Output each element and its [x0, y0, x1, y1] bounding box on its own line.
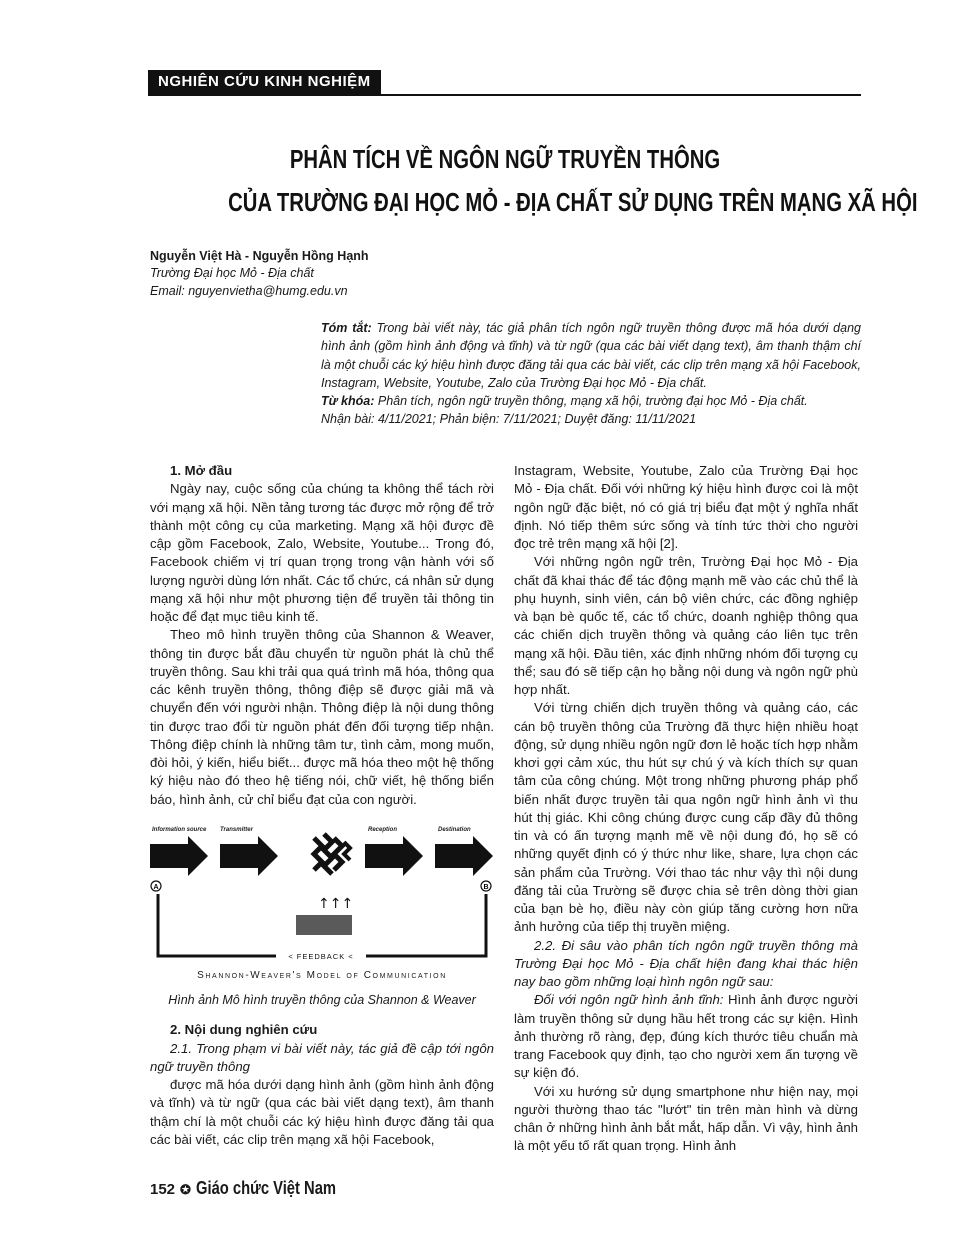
- keywords-line: [321, 392, 861, 410]
- keywords-label: Từ khóa:: [321, 394, 375, 409]
- label-reception: Reception: [368, 826, 398, 833]
- figure-caption-english: Shannon-Weaver's Model of Communication: [197, 969, 447, 981]
- paragraph: Với từng chiến dịch truyền thông và quảng cáo, các cán bộ truyền thông của Trường đã thực hiện nhiều hoạt động, sử dụng nhiều ngôn ngữ đơn lẻ hoặc tích hợp nhằm khơi gợi cảm xúc, thu hút sự chú ý và kích thích sự quan tâm của công chúng. Một trong những phương pháp phổ biến nhất được truyền tải qua ngôn ngữ hình ảnh vì thu hút thị giác. Khi công chúng được cung cấp đầy đủ thông tin và có ấn tượng mạnh mẽ về nội dung đó, họ sẽ có những quyết định có ý thức như like, share, lựa chọn các sản phẩm của Trường. Với thao tác như vậy thì nội dung đăng tải của Trường sẽ được chia sẻ trên dòng thời gian của bạn bè họ, điều này còn giúp tăng cường hơn nữa ảnh hưởng của tiếp thị truyền miệng.: [514, 700, 858, 935]
- paragraph: Ngày nay, cuộc sống của chúng ta không thể tách rời với mạng xã hội. Nền tảng tương tác được mở rộng để trở thành một công cụ của marketing. Mạng xã hội được đề cập gồm Facebook, Zalo, Website, Youtube... Trong đó, Facebook chiếm vị trí quan trọng trong vận hành với số lượng người dùng lớn nhất. Các tổ chức, cá nhân sử dụng mạng xã hội như một phương tiện để truyền tải thông tin hoặc để đạt mục tiêu kinh tế.: [150, 481, 494, 624]
- noise-arrows: ↑↑↑: [318, 895, 354, 912]
- feedback-label: < FEEDBACK <: [288, 951, 354, 961]
- author-email: Email: nguyenvietha@humg.edu.vn: [150, 284, 348, 298]
- abstract-block: [321, 319, 861, 429]
- arrow-reception-icon: [365, 836, 423, 876]
- subsection-heading-2-1: 2.1. Trong phạm vi bài viết này, tác giả đề cập tới ngôn ngữ truyền thông: [150, 1040, 494, 1074]
- paragraph: Instagram, Website, Youtube, Zalo của Trường Đại học Mỏ - Địa chất. Đối với những ký hiệu hình được coi là một ngôn ngữ đặc biệt, nó có giá trị biểu đạt một ý nghĩa nhất định. Nó tiếp thêm sức sống và tính tức thời cho người đọc trẻ trên mạng xã hội [2].: [514, 463, 858, 551]
- abstract-text: Trong bài viết này, tác giả phân tích ngôn ngữ truyền thông được mã hóa dưới dạng hình ảnh (gồm hình ảnh động và tĩnh) và từ ngữ (qua các bài viết dạng text), âm thanh thậm chí là một chuỗi các ký hiệu hình được đăng tải qua các bài viết, các clip trên mạng xã hội Facebook, Instagram, Website, Youtube, Zalo của Trường Đại học Mỏ - Địa chất.: [321, 321, 861, 390]
- article-title-line-2: CỦA TRƯỜNG ĐẠI HỌC MỎ - ĐỊA CHẤT SỬ DỤNG TRÊN MẠNG XÃ HỘI: [228, 187, 918, 217]
- subsection-heading-2-2: 2.2. Đi sâu vào phân tích ngôn ngữ truyền thông mà Trường Đại học Mỏ - Địa chất hiện đang khai thác hiện nay bao gồm những loại hình ngôn ngữ sau:: [514, 937, 858, 989]
- abstract-paragraph: [321, 319, 861, 392]
- shannon-weaver-figure: [150, 818, 494, 963]
- section-header-bar: [148, 70, 861, 96]
- page-number: 152: [150, 1181, 176, 1198]
- node-b-label: B: [483, 883, 489, 891]
- journal-name: Giáo chức Việt Nam: [195, 1178, 336, 1198]
- author-affiliation: Trường Đại học Mỏ - Địa chất: [150, 266, 314, 280]
- section-heading-intro: 1. Mở đầu: [170, 463, 233, 478]
- noise-source-block: [296, 915, 352, 935]
- keywords-text: Phân tích, ngôn ngữ truyền thông, mạng xã hội, trường đại học Mỏ - Địa chất.: [377, 394, 808, 409]
- section-tag: NGHIÊN CỨU KINH NGHIỆM: [148, 70, 381, 94]
- arrow-transmitter-icon: [220, 836, 278, 876]
- label-destination: Destination: [438, 826, 471, 833]
- paragraph: Với những ngôn ngữ trên, Trường Đại học Mỏ - Địa chất đã khai thác để tác động mạnh mẽ vào các chủ thể là phụ huynh, sinh viên, cán bộ viên chức, các đồng nghiệp và bạn bè quốc tế, các tổ chức, doanh nghiệp thông qua các chiến dịch truyền thông và quảng cáo liên tục trên mạng xã hội. Đầu tiên, xác định những nhóm đối tượng cụ thể; sau đó sẽ tiếp cận họ bằng nội dung và ngôn ngữ phù hợp nhất.: [514, 554, 858, 697]
- footer-separator-icon: ✪: [180, 1182, 191, 1197]
- article-title-line-1: PHÂN TÍCH VỀ NGÔN NGỮ TRUYỀN THÔNG: [289, 144, 721, 174]
- static-image-label: Đối với ngôn ngữ hình ảnh tĩnh:: [534, 992, 724, 1008]
- review-dates: Nhận bài: 4/11/2021; Phản biện: 7/11/2021; Duyệt đăng: 11/11/2021: [321, 412, 697, 427]
- left-column: [150, 462, 494, 1149]
- arrow-destination-icon: [435, 836, 493, 876]
- paragraph: được mã hóa dưới dạng hình ảnh (gồm hình ảnh động và tĩnh) và từ ngữ (qua các bài viết dạng text), âm thanh thậm chí là một chuỗi các ký hiệu hình được đăng tải qua các bài viết, các clip trên mạng xã hội Facebook,: [150, 1077, 494, 1147]
- author-names: Nguyễn Việt Hà - Nguyễn Hồng Hạnh: [150, 249, 369, 263]
- figure-caption-vietnamese: Hình ảnh Mô hình truyền thông của Shannon & Weaver: [168, 993, 476, 1007]
- static-image-text: Hình ảnh được người làm truyền thông sử dụng hầu hết trong các sự kiện. Hình ảnh thường rõ ràng, đẹp, đúng kích thước tiêu chuẩn mà trang Facebook quy định, tạo cho người xem ấn tượng về sự kiện đó.: [514, 992, 858, 1081]
- communication-model-diagram: [150, 818, 494, 963]
- noise-signal-icon: [314, 834, 350, 874]
- paragraph: [514, 991, 858, 1082]
- right-column: [514, 462, 858, 1156]
- page-footer: [150, 1178, 367, 1199]
- paragraph: Với xu hướng sử dụng smartphone như hiện nay, mọi người thường thao tác "lướt" tin trên màn hình và dừng chân ở những hình ảnh bắt mắt, hấp dẫn. Vì vậy, hình ảnh là một yếu tố rất quan trọng. Hình ảnh: [514, 1083, 858, 1154]
- abstract-label: Tóm tắt:: [321, 321, 372, 335]
- arrow-source-icon: [150, 836, 208, 876]
- section-heading-content: 2. Nội dung nghiên cứu: [170, 1022, 318, 1038]
- label-transmitter: Transmitter: [220, 826, 253, 833]
- node-a-label: A: [153, 883, 159, 891]
- paragraph: Theo mô hình truyền thông của Shannon & Weaver, thông tin được bắt đầu chuyển từ nguồn phát là chủ thể truyền thông. Sau khi trải qua quá trình mã hóa, thông qua các kênh truyền thông, thông điệp sẽ được giải mã và chuyển đến với người nhận. Thông điệp là nội dung thông tin được trao đổi từ nguồn phát đến đối tượng tiếp nhận. Thông điệp chính là những tâm tư, tình cảm, mong muốn, đòi hỏi, ý kiến, hiểu biết... được mã hóa theo một hệ thống ký hiệu nào đó theo hệ tiếng nói, chữ viết, hệ thống biển báo, hình ảnh, cử chỉ biểu đạt của con người.: [150, 627, 494, 807]
- label-information-source: Information source: [152, 826, 207, 833]
